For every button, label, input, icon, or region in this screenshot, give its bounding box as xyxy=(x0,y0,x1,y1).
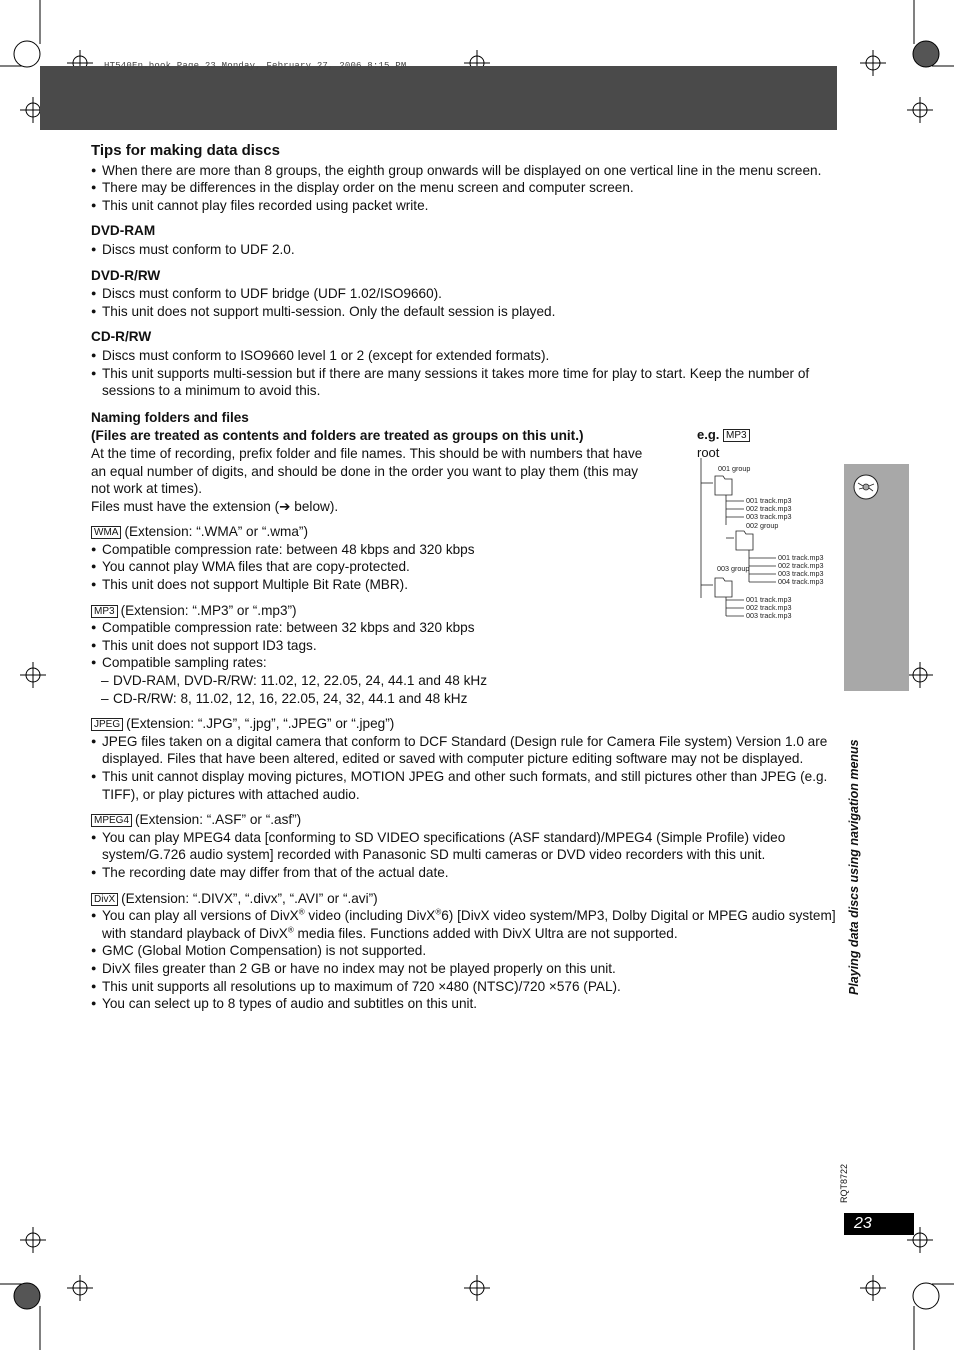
mp3-tag: MP3 xyxy=(91,605,118,618)
registered-mark: ® xyxy=(287,925,294,935)
wma-tag: WMA xyxy=(91,526,121,539)
naming-heading: Naming folders and files xyxy=(91,409,249,425)
list-item: ● There may be differences in the display order on the menu screen and computer screen. xyxy=(91,179,836,197)
list-item: ● Compatible sampling rates: xyxy=(91,654,836,672)
list-item: ● You can play MPEG4 data [conforming to SD VIDEO specifications (ASF standard)/MPEG4 (Simple Profile) video system/G.726 audio system] recorded with Panasonic SD multi cameras or DVD video recorders with this unit. xyxy=(91,829,836,864)
page-number: 23 xyxy=(844,1213,914,1235)
track-label: 001 track.mp3 xyxy=(746,496,792,505)
track-label: 001 track.mp3 xyxy=(746,595,792,604)
folder-icon xyxy=(715,578,732,597)
naming-paragraph: At the time of recording, prefix folder and file names. This should be with numbers that have an equal number of digits, and should be done in the order you want to play them (this may not work at times). xyxy=(91,445,643,497)
track-label: 002 track.mp3 xyxy=(746,603,792,612)
list-item: ● This unit does not support multi-session. Only the default session is played. xyxy=(91,303,836,321)
folder-icon xyxy=(715,476,732,495)
list-item: ● GMC (Global Motion Compensation) is not supported. xyxy=(91,942,836,960)
jpeg-extension: (Extension: “.JPG”, “.jpg”, “.JPEG” or “.jpeg”) xyxy=(126,716,395,732)
root-label: root xyxy=(697,445,720,460)
group-label: 001 group xyxy=(718,464,751,473)
list-item: ● JPEG files taken on a digital camera that conform to DCF Standard (Design rule for Camera File system) Version 1.0 are displayed. Files that have been altered, edited or saved with computer picture editing software may not be displayed. xyxy=(91,733,836,768)
list-item xyxy=(91,907,836,942)
mpeg4-tag: MPEG4 xyxy=(91,814,132,827)
folder-tree-diagram xyxy=(696,428,846,628)
group-label: 003 group xyxy=(717,564,750,573)
mpeg4-section xyxy=(91,811,836,829)
list-item: ● Discs must conform to UDF 2.0. xyxy=(91,241,836,259)
track-label: 002 track.mp3 xyxy=(746,504,792,513)
divx-text: media files. Functions added with DivX Ultra are not supported. xyxy=(293,925,678,941)
example-eg: e.g. xyxy=(697,427,720,442)
divx-tag: DivX xyxy=(91,893,118,906)
track-label: 003 track.mp3 xyxy=(746,512,792,521)
list-item: ● DivX files greater than 2 GB or have no index may not be played properly on this unit. xyxy=(91,960,836,978)
track-label: 002 track.mp3 xyxy=(778,561,824,570)
list-item: ● The recording date may differ from that of the actual date. xyxy=(91,864,836,882)
divx-text: 6) [DivX video system/MP3, Dolby Digital or MPEG audio system] with standard playback of DivX xyxy=(102,908,836,941)
list-item: ● Discs must conform to UDF bridge (UDF 1.02/ISO9660). xyxy=(91,285,836,303)
disc-icon xyxy=(853,474,879,500)
list-item: ● This unit supports all resolutions up to maximum of 720 ×480 (NTSC)/720 ×576 (PAL). xyxy=(91,978,836,996)
wma-extension: (Extension: “.WMA” or “.wma”) xyxy=(124,524,308,540)
list-item: ● You cannot play WMA files that are copy-protected. xyxy=(91,558,836,576)
sub-list-item: – CD-R/RW: 8, 11.02, 12, 16, 22.05, 24, 32, 44.1 and 48 kHz xyxy=(91,690,836,708)
divx-text: You can play all versions of DivX xyxy=(102,908,299,924)
naming-extension-note: Files must have the extension (➔ below). xyxy=(91,498,339,514)
group-label: 002 group xyxy=(746,521,779,530)
track-label: 004 track.mp3 xyxy=(778,577,824,586)
registered-mark: ® xyxy=(298,907,305,917)
folder-icon xyxy=(736,531,753,550)
divx-extension: (Extension: “.DIVX”, “.divx”, “.AVI” or “.avi”) xyxy=(121,890,378,906)
list-item: ● Discs must conform to ISO9660 level 1 or 2 (except for extended formats). xyxy=(91,347,836,365)
header-bar xyxy=(40,66,837,130)
sub-list-item: – DVD-RAM, DVD-R/RW: 11.02, 12, 22.05, 24, 44.1 and 48 kHz xyxy=(91,672,836,690)
list-item: ● This unit supports multi-session but if there are many sessions it takes more time for play to start. Keep the number of sessions to a minimum to avoid this. xyxy=(91,365,836,400)
example-mp3-tag: MP3 xyxy=(723,429,750,442)
list-item: ● This unit does not support Multiple Bit Rate (MBR). xyxy=(91,576,836,594)
divx-text: video (including DivX xyxy=(304,908,436,924)
list-item: ● When there are more than 8 groups, the eighth group onwards will be displayed on one vertical line in the menu screen. xyxy=(91,162,836,180)
list-item: ● This unit cannot play files recorded using packet write. xyxy=(91,197,836,215)
list-item: ● This unit does not support ID3 tags. xyxy=(91,637,836,655)
list-item: ● You can select up to 8 types of audio and subtitles on this unit. xyxy=(91,995,836,1013)
mpeg4-extension: (Extension: “.ASF” or “.asf”) xyxy=(135,812,302,828)
side-section-label: Playing data discs using navigation menus xyxy=(847,739,861,995)
cd-rrw-heading: CD-R/RW xyxy=(91,329,152,345)
divx-section xyxy=(91,890,836,908)
track-label: 003 track.mp3 xyxy=(778,569,824,578)
jpeg-tag: JPEG xyxy=(91,718,123,731)
list-item: ● This unit cannot display moving pictures, MOTION JPEG and other such formats, and still pictures other than JPEG (e.g. TIFF), or play pictures with attached audio. xyxy=(91,768,836,803)
track-label: 001 track.mp3 xyxy=(778,553,824,562)
track-label: 003 track.mp3 xyxy=(746,611,792,620)
mp3-extension: (Extension: “.MP3” or “.mp3”) xyxy=(120,602,297,618)
dvd-rrw-heading: DVD-R/RW xyxy=(91,267,161,283)
jpeg-section xyxy=(91,715,836,733)
registered-mark: ® xyxy=(435,907,442,917)
list-item: ● Compatible compression rate: between 32 kbps and 320 kbps xyxy=(91,619,836,637)
tips-heading: Tips for making data discs xyxy=(91,142,280,159)
naming-subtitle: (Files are treated as contents and folders are treated as groups on this unit.) xyxy=(91,428,584,444)
list-item: ● Compatible compression rate: between 48 kbps and 320 kbps xyxy=(91,541,836,559)
model-code: RQT8722 xyxy=(839,1163,849,1203)
dvd-ram-heading: DVD-RAM xyxy=(91,223,156,239)
book-info-line: HT540En.book Page 23 Monday, February 27, 2006 8:15 PM xyxy=(104,61,407,71)
